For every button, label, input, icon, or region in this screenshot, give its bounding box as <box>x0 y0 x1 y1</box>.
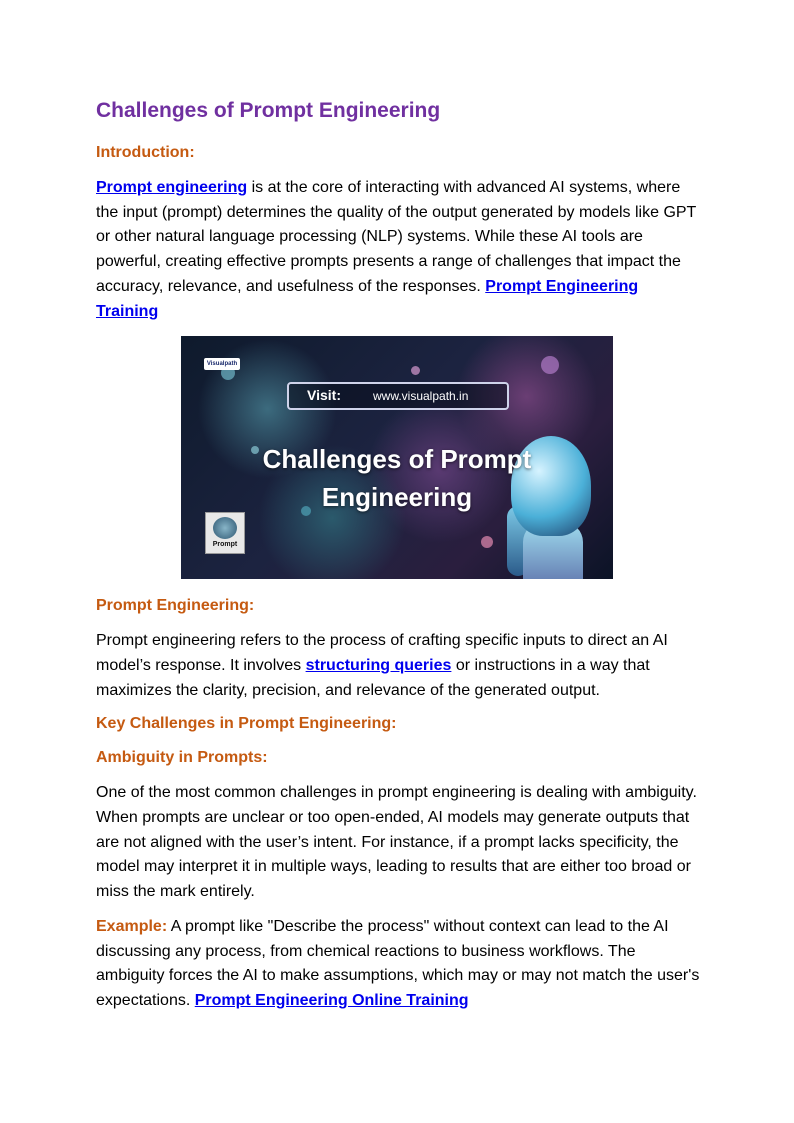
prompt-book-logo <box>205 512 245 554</box>
prompt-engineering-paragraph <box>96 629 700 703</box>
example-text: A prompt like "Describe the process" without context can lead to the AI discussing any process, from chemical reactions to business workflows. The ambiguity forces the AI to make assumptions, which may or may not match the user's expectations. <box>96 917 700 1009</box>
ambiguity-paragraph: One of the most common challenges in prompt engineering is dealing with ambiguity. When prompts are unclear or too open-ended, AI models may generate outputs that are not aligned with the user’s intent. For instance, if a prompt lacks specificity, the model may interpret it in multiple ways, leading to results that are either too broad or miss the mark entirely. <box>96 784 697 901</box>
ambiguity-heading: Ambiguity in Prompts: <box>96 749 268 767</box>
prompt-engineering-text2: or instructions in a way that maximizes the clarity, precision, and relevance of the generated output. <box>96 656 650 699</box>
introduction-heading: Introduction: <box>96 144 195 161</box>
visit-box <box>287 382 509 410</box>
hero-title <box>181 440 613 516</box>
document-page <box>96 96 700 1024</box>
brain-icon <box>213 517 237 539</box>
prompt-engineering-text1: Prompt engineering refers to the process of crafting specific inputs to direct an AI model’s response. It involves <box>96 632 668 674</box>
page-title: Challenges of Prompt Engineering <box>96 99 441 122</box>
hero-image <box>181 336 613 579</box>
introduction-text: is at the core of interacting with advanced AI systems, where the input (prompt) determines the quality of the output generated by models like GPT or other natural language processing (NLP) systems. While these AI tools are powerful, creating effective prompts presents a range of challenges that impact the accuracy, relevance, and usefulness of the responses. <box>96 179 697 295</box>
key-challenges-heading: Key Challenges in Prompt Engineering: <box>96 715 397 733</box>
visualpath-logo: Visualpath <box>204 358 240 370</box>
prompt-engineering-training-link[interactable]: Prompt Engineering Training <box>96 277 639 320</box>
hero-title-line1: Challenges of Prompt <box>262 444 532 475</box>
prompt-engineering-online-training-link[interactable]: Prompt Engineering Online Training <box>194 991 469 1009</box>
introduction-paragraph <box>96 176 700 324</box>
hero-title-line2: Engineering <box>321 482 473 513</box>
book-label: Prompt <box>212 541 238 549</box>
structuring-queries-link[interactable]: structuring queries <box>305 656 452 674</box>
prompt-engineering-link[interactable]: Prompt engineering <box>96 179 248 196</box>
example-label: Example: <box>96 917 168 935</box>
prompt-engineering-heading: Prompt Engineering: <box>96 597 255 615</box>
visit-label: Visit: <box>307 387 341 404</box>
example-paragraph <box>96 915 700 1014</box>
visit-url: www.visualpath.in <box>373 389 469 404</box>
